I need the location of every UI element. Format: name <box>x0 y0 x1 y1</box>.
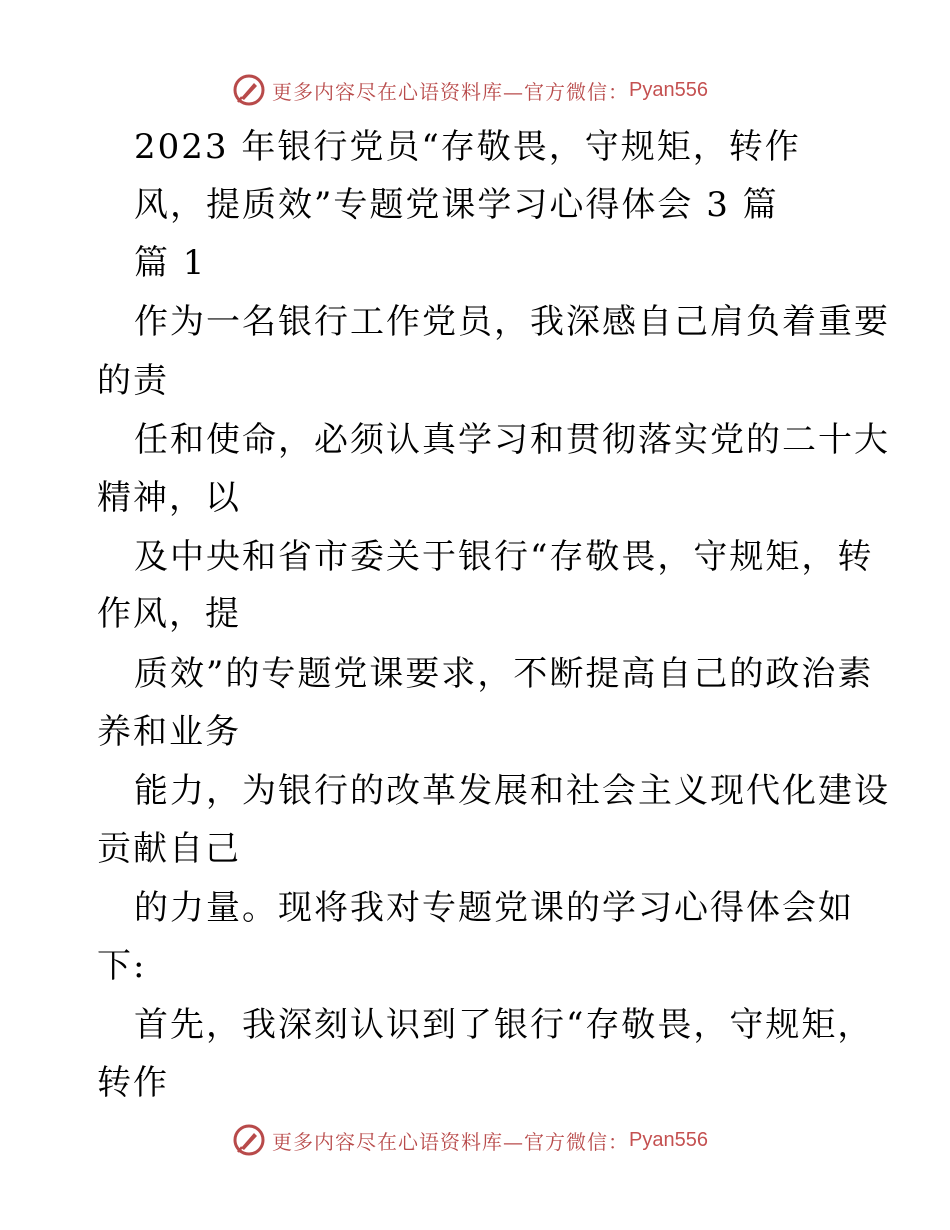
doc-title-line-1: 2023 年银行党员“存敬畏，守规矩，转作 <box>134 127 801 167</box>
quill-logo-icon <box>232 73 266 107</box>
body-line: 作为一名银行工作党员，我深感自己肩负着重要 <box>134 302 890 342</box>
doc-title-line-2: 风，提质效”专题党课学习心得体会 3 篇 <box>134 185 779 225</box>
body-line: 精神，以 <box>97 478 241 518</box>
body-line: 首先，我深刻认识到了银行“存敬畏，守规矩， <box>134 1005 874 1045</box>
watermark-text: 更多内容尽在心语资料库—官方微信： <box>272 79 629 104</box>
body-line: 及中央和省市委关于银行“存敬畏，守规矩，转 <box>134 537 874 577</box>
watermark-id: Pyan556 <box>629 78 708 101</box>
watermark-text: 更多内容尽在心语资料库—官方微信： <box>272 1129 629 1154</box>
body-line: 质效”的专题党课要求，不断提高自己的政治素 <box>134 654 874 694</box>
body-line: 下: <box>97 946 147 986</box>
body-line: 能力，为银行的改革发展和社会主义现代化建设 <box>134 771 890 811</box>
body-line: 转作 <box>97 1063 169 1103</box>
watermark-banner-top <box>232 72 712 108</box>
body-line: 养和业务 <box>97 712 241 752</box>
watermark-id: Pyan556 <box>629 1128 708 1151</box>
body-line: 的责 <box>97 361 169 401</box>
body-line: 作风，提 <box>97 594 241 634</box>
body-line: 任和使命，必须认真学习和贯彻落实党的二十大 <box>134 420 890 460</box>
quill-logo-icon <box>232 1123 266 1157</box>
watermark-banner-bottom <box>232 1122 712 1158</box>
body-line: 的力量。现将我对专题党课的学习心得体会如 <box>134 888 854 928</box>
section-heading: 篇 1 <box>134 243 207 283</box>
body-line: 贡献自己 <box>97 829 241 869</box>
